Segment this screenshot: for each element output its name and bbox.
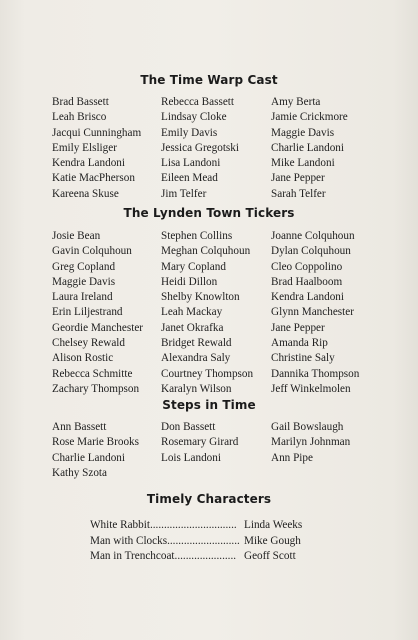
cast-column	[161, 229, 271, 397]
cast-name: Jane Pepper	[271, 321, 325, 334]
cast-name: Jane Pepper	[271, 172, 325, 185]
cast-column	[161, 95, 271, 202]
cast-name: Rose Marie Brooks	[52, 436, 140, 449]
cast-name: Brad Haalboom	[271, 275, 343, 288]
cast-name: Rosemary Girard	[161, 436, 239, 449]
cast-name: Leah Brisco	[52, 111, 107, 124]
lynden-town-tickers-heading: The Lynden Town Tickers	[123, 206, 295, 220]
character-role: White Rabbit...............................	[90, 519, 237, 531]
character-role: Man with Clocks..........................	[90, 534, 240, 547]
cast-name: Amy Berta	[271, 96, 321, 108]
cast-name: Katie MacPherson	[52, 172, 135, 185]
cast-name: Sarah Telfer	[271, 187, 326, 200]
cast-column	[271, 95, 381, 202]
cast-name: Laura Ireland	[52, 291, 113, 304]
cast-name: Cleo Coppolino	[271, 260, 343, 273]
character-actor: Linda Weeks	[244, 519, 303, 531]
cast-name: Meghan Colquhoun	[161, 245, 251, 258]
cast-name: Kareena Skuse	[52, 187, 119, 200]
cast-name: Courtney Thompson	[161, 367, 254, 380]
cast-name: Josie Bean	[52, 230, 101, 242]
cast-name: Chelsey Rewald	[52, 337, 126, 350]
cast-name: Amanda Rip	[271, 337, 328, 350]
cast-name: Dylan Colquhoun	[271, 245, 351, 258]
cast-name: Charlie Landoni	[52, 451, 126, 464]
cast-name: Rebecca Schmitte	[52, 367, 133, 380]
cast-name: Heidi Dillon	[161, 275, 218, 288]
cast-name: Jessica Gregotski	[161, 141, 239, 154]
timely-characters-list	[90, 518, 350, 565]
cast-name: Joanne Colquhoun	[271, 230, 355, 242]
cast-column	[52, 420, 162, 481]
cast-column	[161, 420, 271, 466]
cast-name: Shelby Knowlton	[161, 291, 240, 304]
cast-name: Mary Copland	[161, 260, 226, 273]
character-actor: Mike Gough	[244, 534, 301, 547]
cast-name: Jacqui Cunningham	[52, 126, 142, 139]
cast-name: Charlie Landoni	[271, 141, 345, 154]
character-row	[90, 518, 350, 534]
cast-column	[52, 229, 162, 397]
cast-name: Alexandra Saly	[161, 352, 231, 365]
cast-name: Janet Okrafka	[161, 321, 224, 334]
cast-name: Emily Davis	[161, 126, 218, 139]
cast-name: Brad Bassett	[52, 96, 109, 108]
cast-name: Mike Landoni	[271, 157, 335, 170]
cast-name: Karalyn Wilson	[161, 382, 232, 395]
cast-name: Ann Bassett	[52, 421, 107, 433]
cast-name: Marilyn Johnman	[271, 436, 351, 449]
character-row	[90, 549, 350, 565]
cast-column	[271, 420, 381, 466]
cast-name: Zachary Thompson	[52, 382, 140, 395]
cast-name: Jim Telfer	[161, 187, 207, 200]
timely-characters-heading: Timely Characters	[146, 492, 272, 506]
cast-name: Greg Copland	[52, 260, 116, 273]
cast-column	[52, 95, 162, 202]
cast-name: Maggie Davis	[271, 126, 335, 139]
cast-name: Alison Rostic	[52, 352, 114, 365]
cast-name: Maggie Davis	[52, 275, 116, 288]
character-role: Man in Trenchcoat......................	[90, 550, 237, 562]
cast-column	[271, 229, 381, 397]
cast-name: Dannika Thompson	[271, 367, 360, 380]
cast-name: Kendra Landoni	[271, 291, 345, 304]
cast-name: Erin Liljestrand	[52, 306, 123, 319]
cast-name: Christine Saly	[271, 352, 335, 365]
cast-name: Leah Mackay	[161, 306, 223, 319]
cast-name: Don Bassett	[161, 421, 216, 433]
cast-name: Kathy Szota	[52, 466, 107, 479]
cast-name: Gavin Colquhoun	[52, 245, 132, 258]
cast-name: Lisa Landoni	[161, 157, 221, 170]
cast-name: Ann Pipe	[271, 451, 313, 464]
character-row	[90, 534, 350, 550]
cast-name: Bridget Rewald	[161, 337, 232, 350]
cast-name: Lindsay Cloke	[161, 111, 227, 124]
cast-name: Glynn Manchester	[271, 306, 354, 319]
cast-name: Gail Bowslaugh	[271, 421, 344, 433]
cast-name: Kendra Landoni	[52, 157, 126, 170]
cast-name: Geordie Manchester	[52, 321, 144, 334]
cast-name: Eileen Mead	[161, 172, 218, 185]
time-warp-cast-heading: The Time Warp Cast	[140, 73, 278, 87]
steps-in-time-heading: Steps in Time	[162, 398, 256, 412]
cast-name: Jeff Winkelmolen	[271, 382, 351, 395]
cast-name: Rebecca Bassett	[161, 96, 234, 108]
character-actor: Geoff Scott	[244, 550, 296, 562]
cast-name: Jamie Crickmore	[271, 111, 348, 124]
cast-name: Emily Elsliger	[52, 141, 117, 154]
cast-name: Lois Landoni	[161, 451, 221, 464]
cast-name: Stephen Collins	[161, 230, 233, 242]
